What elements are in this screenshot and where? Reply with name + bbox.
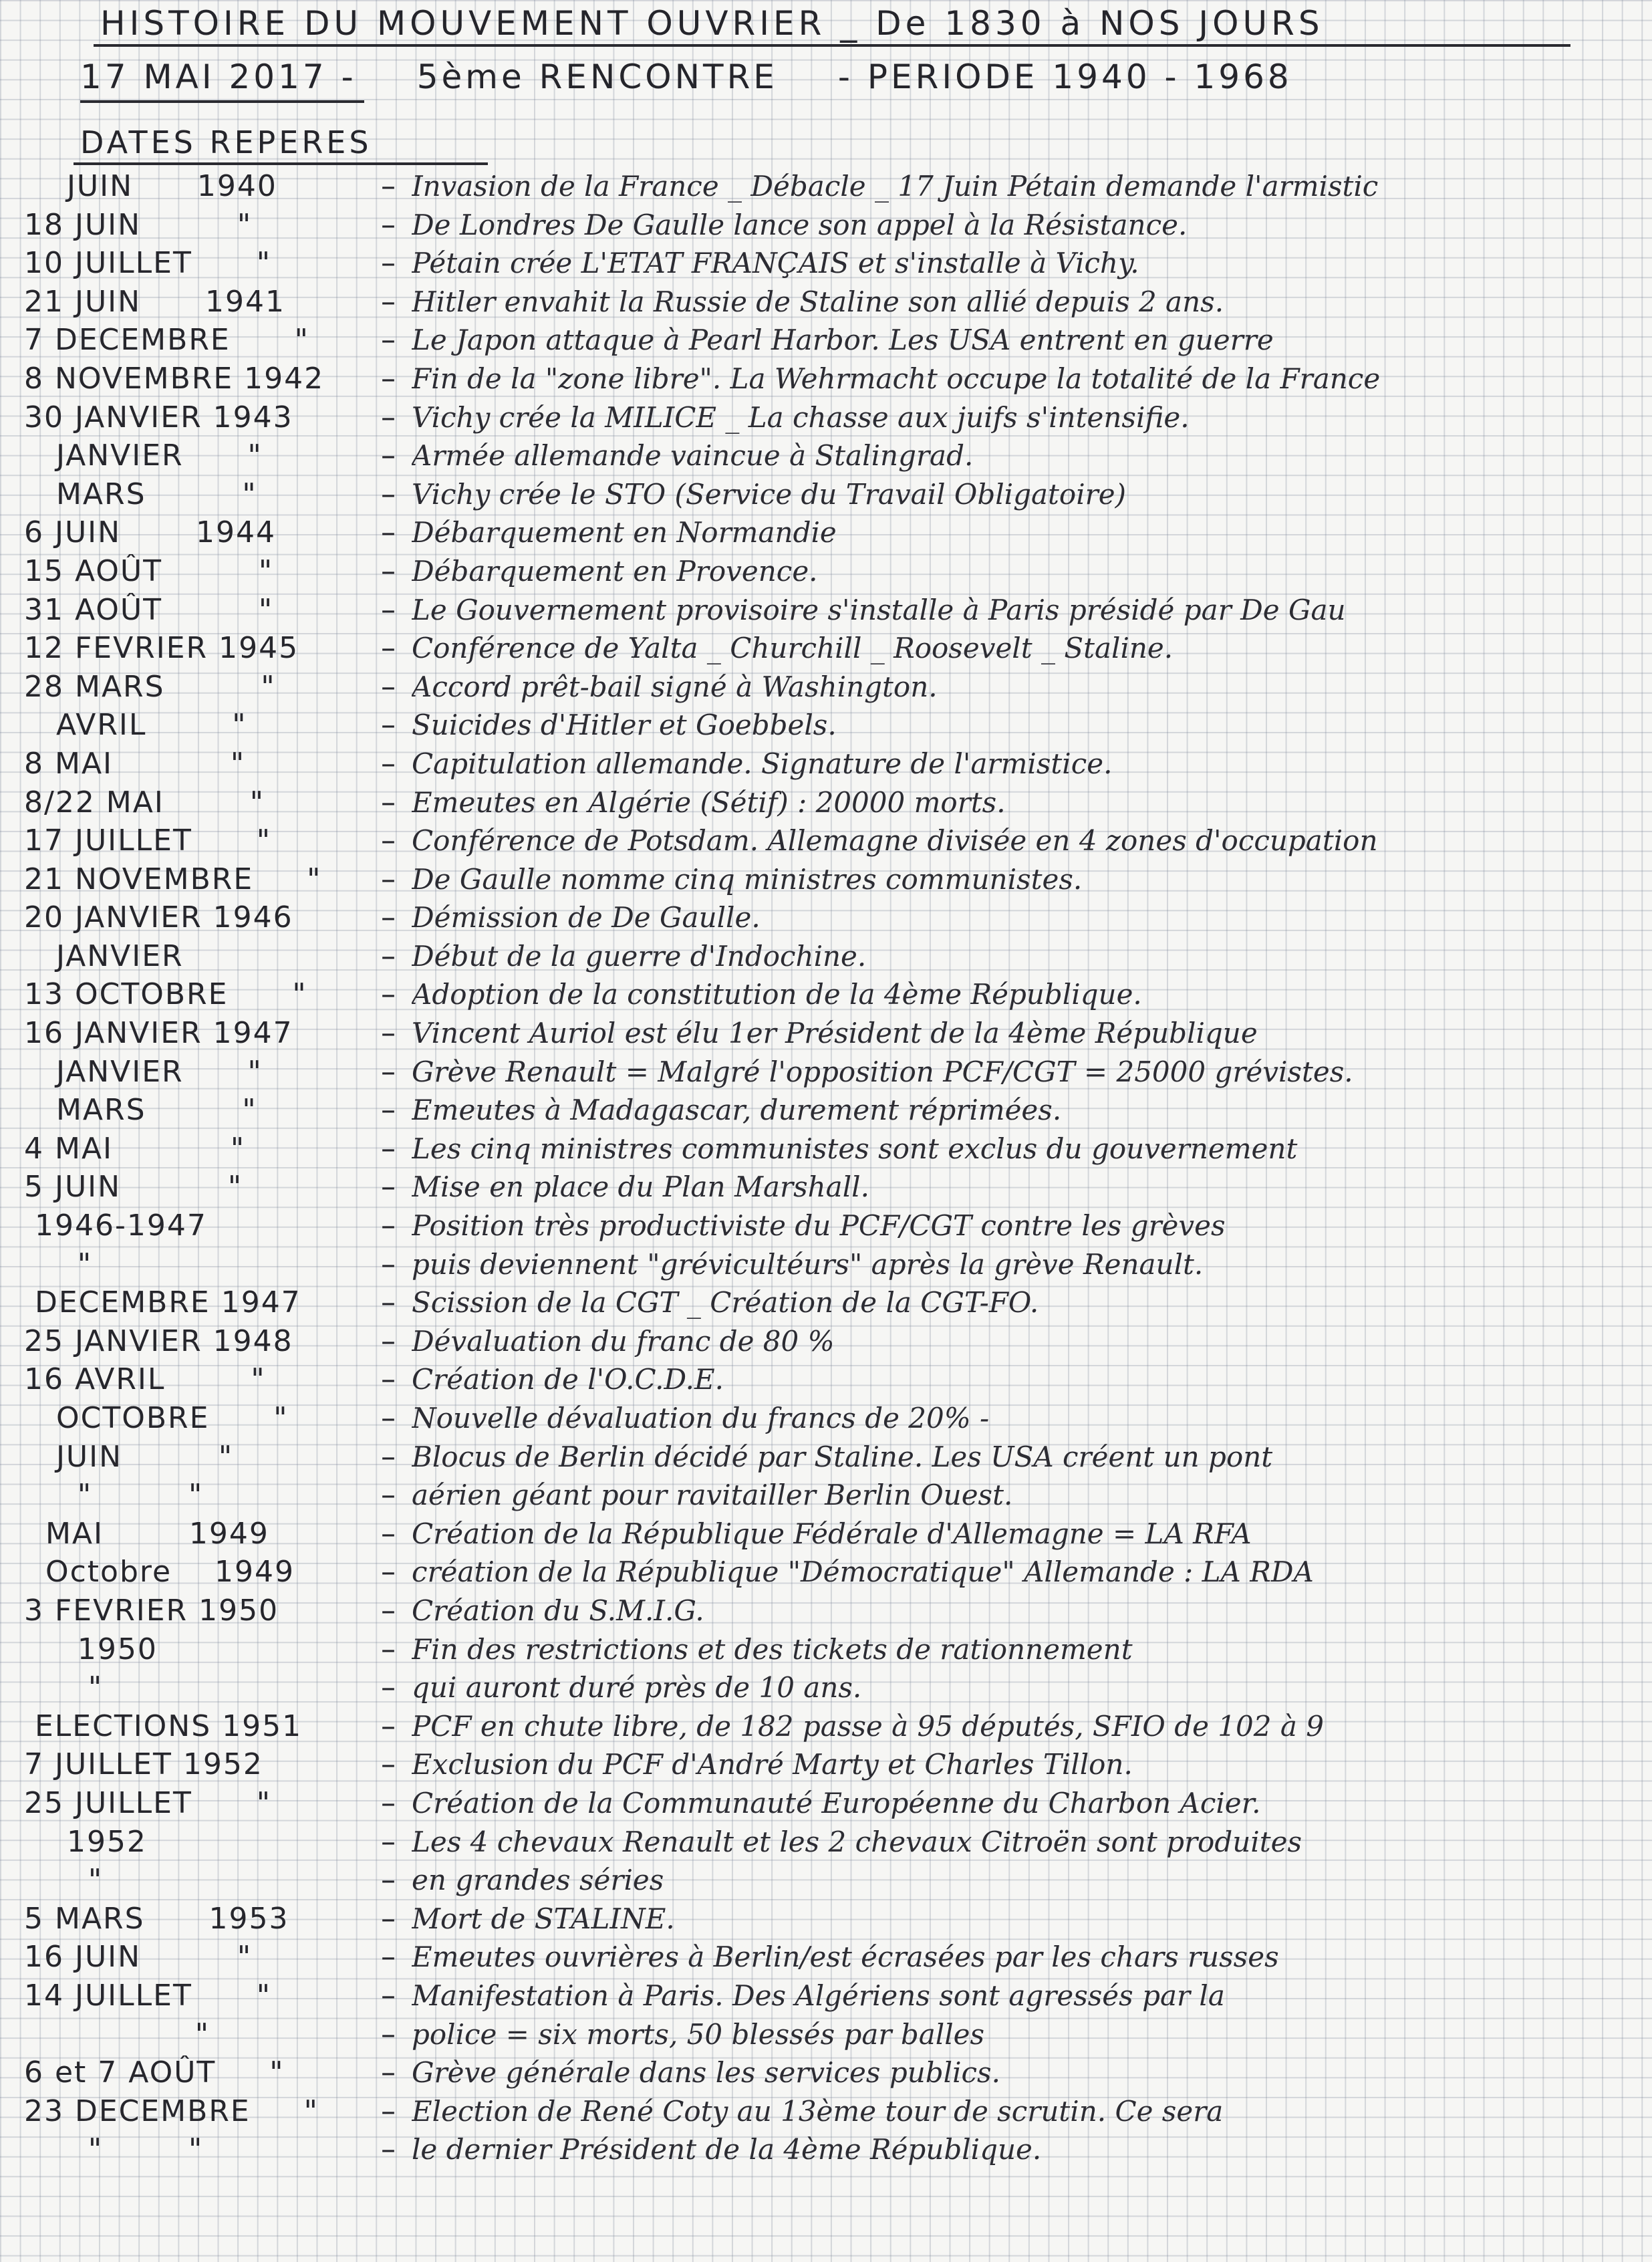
timeline-entry bbox=[24, 1170, 1628, 1209]
entry-dash: – bbox=[381, 1747, 396, 1782]
entry-date: JUIN 1940 bbox=[24, 169, 277, 203]
entry-dash: – bbox=[381, 1901, 396, 1936]
entry-date: MARS " bbox=[24, 477, 257, 511]
entry-date: Octobre 1949 bbox=[24, 1555, 295, 1590]
entry-event: aérien géant pour ravitailler Berlin Ouest. bbox=[412, 1479, 1013, 1512]
timeline-entry bbox=[24, 208, 1628, 247]
timeline-entry bbox=[24, 2132, 1628, 2171]
timeline-entry bbox=[24, 1285, 1628, 1324]
entry-dash: – bbox=[381, 1978, 396, 2013]
entry-dash: – bbox=[381, 1209, 396, 1243]
timeline-entry bbox=[24, 1670, 1628, 1709]
entry-dash: – bbox=[381, 438, 396, 473]
entry-date: 21 JUIN 1941 bbox=[24, 284, 285, 319]
entry-event: Emeutes à Madagascar, durement réprimées. bbox=[412, 1094, 1062, 1127]
entry-date: MARS " bbox=[24, 1093, 257, 1128]
entry-date: 31 AOÛT " bbox=[24, 592, 274, 627]
entry-event: Exclusion du PCF d'André Marty et Charles Tillon. bbox=[412, 1748, 1133, 1781]
entry-date: 8 MAI " bbox=[24, 746, 246, 781]
entry-event: Adoption de la constitution de la 4ème République. bbox=[412, 978, 1142, 1011]
timeline-entry bbox=[24, 1863, 1628, 1902]
entry-dash: – bbox=[381, 1593, 396, 1628]
entry-date: 6 JUIN 1944 bbox=[24, 515, 276, 550]
entry-dash: – bbox=[381, 977, 396, 1012]
entry-event: Début de la guerre d'Indochine. bbox=[412, 939, 867, 973]
entry-dash: – bbox=[381, 2132, 396, 2167]
timeline-entry bbox=[24, 1940, 1628, 1979]
entry-event: police = six morts, 50 blessés par balles bbox=[412, 2017, 985, 2051]
entry-dash: – bbox=[381, 169, 396, 203]
timeline-entry bbox=[24, 1016, 1628, 1055]
entry-date: JUIN " bbox=[24, 1439, 234, 1474]
entry-event: Emeutes en Algérie (Sétif) : 20000 morts. bbox=[412, 785, 1006, 819]
entry-dash: – bbox=[381, 1054, 396, 1089]
timeline-entry bbox=[24, 747, 1628, 785]
entry-dash: – bbox=[381, 900, 396, 935]
timeline-entry bbox=[24, 554, 1628, 593]
entry-event: Création de la Communauté Européenne du Charbon Acier. bbox=[412, 1786, 1261, 1819]
entry-date: 18 JUIN " bbox=[24, 207, 253, 242]
entry-dash: – bbox=[381, 746, 396, 781]
timeline-entry bbox=[24, 1247, 1628, 1286]
timeline-entry bbox=[24, 900, 1628, 939]
entry-date: 16 JUIN " bbox=[24, 1940, 253, 1975]
timeline-entry bbox=[24, 1979, 1628, 2017]
entry-event: Capitulation allemande. Signature de l'armistice. bbox=[412, 747, 1113, 780]
meeting-number: 5ème RENCONTRE bbox=[416, 57, 778, 96]
entry-date: OCTOBRE " bbox=[24, 1401, 289, 1435]
entry-dash: – bbox=[381, 323, 396, 358]
entry-dash: – bbox=[381, 1131, 396, 1166]
entry-dash: – bbox=[381, 1940, 396, 1975]
timeline-entry bbox=[24, 1632, 1628, 1671]
entry-event: Position très productiviste du PCF/CGT contre les grèves bbox=[412, 1209, 1226, 1243]
timeline-entry bbox=[24, 477, 1628, 516]
entry-event: Conférence de Potsdam. Allemagne divisée en 4 zones d'occupation bbox=[412, 824, 1378, 858]
timeline-entry bbox=[24, 1478, 1628, 1517]
timeline-entry bbox=[24, 824, 1628, 862]
entry-dash: – bbox=[381, 477, 396, 511]
timeline-entry bbox=[24, 862, 1628, 901]
entry-date: JANVIER " bbox=[24, 438, 263, 473]
entry-dash: – bbox=[381, 207, 396, 242]
entry-date: JANVIER bbox=[24, 938, 184, 973]
timeline-entry bbox=[24, 246, 1628, 285]
timeline-entry bbox=[24, 977, 1628, 1016]
section-heading: DATES REPERES bbox=[80, 124, 372, 160]
document-title: HISTOIRE DU MOUVEMENT OUVRIER _ De 1830 à NOS JOURS bbox=[100, 4, 1324, 43]
entry-event: Le Gouvernement provisoire s'installe à Paris présidé par De Gau bbox=[412, 593, 1346, 626]
timeline-entry bbox=[24, 323, 1628, 362]
entry-date: 16 JANVIER 1947 bbox=[24, 1016, 293, 1051]
entry-dash: – bbox=[381, 1824, 396, 1859]
entry-dash: – bbox=[381, 1863, 396, 1898]
entry-date: 23 DECEMBRE " bbox=[24, 2094, 319, 2128]
timeline-entry bbox=[24, 362, 1628, 400]
timeline-entry bbox=[24, 1132, 1628, 1170]
timeline-entry bbox=[24, 2094, 1628, 2133]
entry-event: Création de l'O.C.D.E. bbox=[412, 1363, 724, 1396]
entry-event: Fin de la "zone libre". La Wehrmacht occupe la totalité de la France bbox=[412, 362, 1381, 395]
entry-event: Création de la République Fédérale d'Allemagne = LA RFA bbox=[412, 1517, 1252, 1550]
timeline-entry bbox=[24, 438, 1628, 477]
entry-date: 20 JANVIER 1946 bbox=[24, 900, 293, 935]
entry-dash: – bbox=[381, 708, 396, 743]
entry-event: puis deviennent "grévicultéurs" après la grève Renault. bbox=[412, 1247, 1204, 1281]
date-underline bbox=[80, 100, 364, 103]
subtitle-line bbox=[80, 57, 1292, 96]
entry-event: Débarquement en Normandie bbox=[412, 516, 837, 549]
entry-event: en grandes séries bbox=[412, 1864, 664, 1897]
timeline-entry bbox=[24, 285, 1628, 324]
entry-event: Les cinq ministres communistes sont exclus du gouvernement bbox=[412, 1132, 1298, 1165]
entry-dash: – bbox=[381, 2017, 396, 2051]
entry-date: " " bbox=[24, 2132, 204, 2167]
entry-event: PCF en chute libre, de 182 passe à 95 députés, SFIO de 102 à 9 bbox=[412, 1709, 1324, 1743]
timeline-entry bbox=[24, 1093, 1628, 1132]
entry-event: Mort de STALINE. bbox=[412, 1902, 675, 1935]
entry-event: Pétain crée L'ETAT FRANÇAIS et s'installe à Vichy. bbox=[412, 247, 1139, 280]
entry-event: Grève générale dans les services publics. bbox=[412, 2056, 1000, 2090]
entry-dash: – bbox=[381, 1632, 396, 1666]
entry-date: 13 OCTOBRE " bbox=[24, 977, 307, 1012]
timeline-entry bbox=[24, 169, 1628, 208]
entry-event: Vichy crée la MILICE _ La chasse aux juifs s'intensifie. bbox=[412, 400, 1190, 434]
entry-event: Hitler envahit la Russie de Staline son allié depuis 2 ans. bbox=[412, 285, 1224, 318]
entry-date: AVRIL " bbox=[24, 708, 247, 743]
entry-date: 16 AVRIL " bbox=[24, 1362, 266, 1397]
entry-date: 15 AOÛT " bbox=[24, 553, 274, 588]
entry-dash: – bbox=[381, 1439, 396, 1474]
entry-dash: – bbox=[381, 631, 396, 666]
timeline-entry bbox=[24, 1825, 1628, 1864]
entry-event: Le Japon attaque à Pearl Harbor. Les USA entrent en guerre bbox=[412, 324, 1274, 357]
entry-date: " " bbox=[24, 1478, 204, 1513]
entry-date: " bbox=[24, 1863, 104, 1898]
entry-event: Les 4 chevaux Renault et les 2 chevaux Citroën sont produites bbox=[412, 1825, 1302, 1858]
entry-dash: – bbox=[381, 400, 396, 434]
entry-dash: – bbox=[381, 515, 396, 550]
entry-event: Dévaluation du franc de 80 % bbox=[412, 1324, 835, 1358]
period: - PERIODE 1940 - 1968 bbox=[837, 57, 1292, 96]
entry-dash: – bbox=[381, 824, 396, 858]
entry-dash: – bbox=[381, 2055, 396, 2090]
timeline-entry bbox=[24, 1401, 1628, 1440]
entry-dash: – bbox=[381, 592, 396, 627]
entry-dash: – bbox=[381, 938, 396, 973]
entry-dash: – bbox=[381, 1016, 396, 1051]
entry-dash: – bbox=[381, 1285, 396, 1320]
timeline-entry bbox=[24, 785, 1628, 824]
timeline-entry bbox=[24, 1440, 1628, 1479]
entry-date: 28 MARS " bbox=[24, 669, 276, 704]
entry-event: De Londres De Gaulle lance son appel à la Résistance. bbox=[412, 208, 1188, 241]
entry-dash: – bbox=[381, 1785, 396, 1820]
entry-date: 8 NOVEMBRE 1942 bbox=[24, 361, 325, 396]
entry-date: 1950 bbox=[24, 1632, 158, 1666]
entry-date: 25 JUILLET " bbox=[24, 1785, 271, 1820]
timeline-entry bbox=[24, 1209, 1628, 1247]
timeline-entry bbox=[24, 1555, 1628, 1594]
entry-dash: – bbox=[381, 553, 396, 588]
entry-date: 7 DECEMBRE " bbox=[24, 323, 309, 358]
entry-dash: – bbox=[381, 1709, 396, 1743]
entry-event: Emeutes ouvrières à Berlin/est écrasées par les chars russes bbox=[412, 1940, 1279, 1974]
entry-dash: – bbox=[381, 1670, 396, 1705]
entry-date: MAI 1949 bbox=[24, 1516, 269, 1551]
entry-event: Suicides d'Hitler et Goebbels. bbox=[412, 709, 837, 742]
entry-event: le dernier Président de la 4ème République. bbox=[412, 2133, 1042, 2166]
entry-date: 30 JANVIER 1943 bbox=[24, 400, 293, 434]
timeline-entry bbox=[24, 1324, 1628, 1363]
entry-date: 1946-1947 bbox=[24, 1209, 207, 1243]
entry-dash: – bbox=[381, 246, 396, 281]
entry-event: Manifestation à Paris. Des Algériens sont agressés par la bbox=[412, 1979, 1225, 2012]
entry-dash: – bbox=[381, 1362, 396, 1397]
title-underline bbox=[94, 44, 1570, 47]
entry-date: " bbox=[24, 1670, 104, 1705]
timeline-entry bbox=[24, 1055, 1628, 1094]
timeline-entry bbox=[24, 1747, 1628, 1786]
timeline-list bbox=[24, 169, 1628, 2171]
timeline-entry bbox=[24, 2055, 1628, 2094]
entry-date: 5 JUIN " bbox=[24, 1170, 243, 1205]
entry-event: Armée allemande vaincue à Stalingrad. bbox=[412, 439, 974, 473]
entry-date: 5 MARS 1953 bbox=[24, 1901, 289, 1936]
timeline-entry bbox=[24, 400, 1628, 439]
entry-event: Vincent Auriol est élu 1er Président de la 4ème République bbox=[412, 1017, 1258, 1050]
entry-date: 14 JUILLET " bbox=[24, 1978, 271, 2013]
entry-event: création de la République "Démocratique" Allemande : LA RDA bbox=[412, 1555, 1314, 1589]
entry-event: Création du S.M.I.G. bbox=[412, 1594, 704, 1627]
entry-dash: – bbox=[381, 1516, 396, 1551]
entry-event: Invasion de la France _ Débacle _ 17 Juin Pétain demande l'armistic bbox=[412, 170, 1379, 203]
entry-date: 8/22 MAI " bbox=[24, 785, 265, 820]
timeline-entry bbox=[24, 1786, 1628, 1825]
entry-event: Vichy crée le STO (Service du Travail Obligatoire) bbox=[412, 477, 1126, 511]
entry-event: qui auront duré près de 10 ans. bbox=[412, 1671, 862, 1705]
entry-date: 10 JUILLET " bbox=[24, 246, 271, 281]
entry-event: Accord prêt-bail signé à Washington. bbox=[412, 670, 938, 703]
entry-date: 4 MAI " bbox=[24, 1131, 246, 1166]
timeline-entry bbox=[24, 2017, 1628, 2056]
entry-date: " bbox=[24, 2017, 211, 2051]
entry-date: DECEMBRE 1947 bbox=[24, 1285, 301, 1320]
entry-dash: – bbox=[381, 1093, 396, 1128]
entry-event: Election de René Coty au 13ème tour de scrutin. Ce sera bbox=[412, 2094, 1224, 2128]
entry-date: 1952 bbox=[24, 1824, 147, 1859]
entry-dash: – bbox=[381, 361, 396, 396]
entry-event: Conférence de Yalta _ Churchill _ Roosevelt _ Staline. bbox=[412, 632, 1174, 665]
entry-dash: – bbox=[381, 862, 396, 896]
entry-dash: – bbox=[381, 1247, 396, 1281]
entry-date: 25 JANVIER 1948 bbox=[24, 1324, 293, 1358]
entry-date: 17 JUILLET " bbox=[24, 824, 271, 858]
entry-dash: – bbox=[381, 1170, 396, 1205]
timeline-entry bbox=[24, 708, 1628, 747]
entry-event: Fin des restrictions et des tickets de rationnement bbox=[412, 1632, 1133, 1666]
timeline-entry bbox=[24, 1902, 1628, 1940]
meeting-date: 17 MAI 2017 - bbox=[80, 57, 357, 96]
timeline-entry bbox=[24, 939, 1628, 978]
entry-event: De Gaulle nomme cinq ministres communistes. bbox=[412, 862, 1083, 896]
entry-date: JANVIER " bbox=[24, 1054, 263, 1089]
entry-date: ELECTIONS 1951 bbox=[24, 1709, 303, 1743]
entry-event: Scission de la CGT _ Création de la CGT-FO. bbox=[412, 1286, 1039, 1320]
timeline-entry bbox=[24, 670, 1628, 709]
entry-event: Grève Renault = Malgré l'opposition PCF/CGT = 25000 grévistes. bbox=[412, 1055, 1353, 1088]
entry-date: 3 FEVRIER 1950 bbox=[24, 1593, 279, 1628]
entry-dash: – bbox=[381, 2094, 396, 2128]
timeline-entry bbox=[24, 1594, 1628, 1632]
timeline-entry bbox=[24, 1362, 1628, 1401]
timeline-entry bbox=[24, 631, 1628, 670]
entry-event: Blocus de Berlin décidé par Staline. Les USA créent un pont bbox=[412, 1440, 1273, 1473]
entry-date: 7 JUILLET 1952 bbox=[24, 1747, 263, 1782]
entry-date: 12 FEVRIER 1945 bbox=[24, 631, 299, 666]
entry-event: Mise en place du Plan Marshall. bbox=[412, 1170, 869, 1204]
entry-dash: – bbox=[381, 1401, 396, 1435]
entry-event: Nouvelle dévaluation du francs de 20% - bbox=[412, 1402, 990, 1434]
timeline-entry bbox=[24, 593, 1628, 632]
entry-date: 21 NOVEMBRE " bbox=[24, 862, 322, 896]
entry-event: Démission de De Gaulle. bbox=[412, 901, 761, 934]
timeline-entry bbox=[24, 1517, 1628, 1555]
entry-dash: – bbox=[381, 284, 396, 319]
entry-dash: – bbox=[381, 1478, 396, 1513]
entry-dash: – bbox=[381, 1555, 396, 1590]
entry-dash: – bbox=[381, 1324, 396, 1358]
entry-date: " bbox=[24, 1247, 93, 1281]
entry-dash: – bbox=[381, 785, 396, 820]
entry-dash: – bbox=[381, 669, 396, 704]
timeline-entry bbox=[24, 1709, 1628, 1748]
section-underline bbox=[74, 162, 488, 165]
entry-event: Débarquement en Provence. bbox=[412, 554, 818, 588]
entry-date: 6 et 7 AOÛT " bbox=[24, 2055, 285, 2090]
timeline-entry bbox=[24, 515, 1628, 554]
